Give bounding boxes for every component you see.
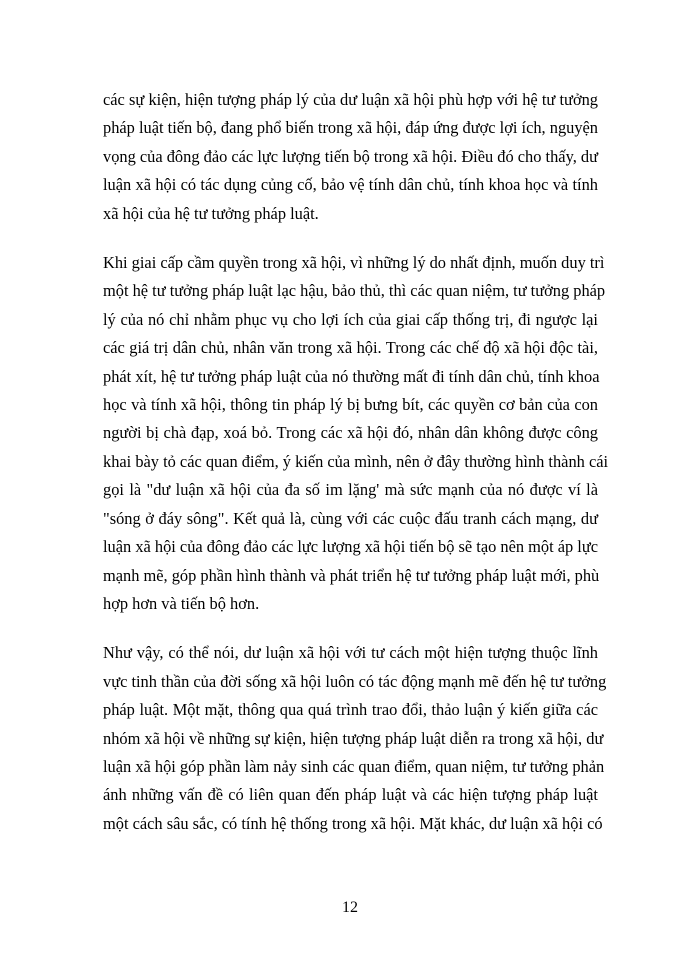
- paragraph-3: [103, 639, 607, 838]
- document-body: [103, 86, 609, 859]
- text-line: luận xã hội có tác dụng củng cố, bảo vệ tính dân chủ, tính khoa học và tính: [103, 175, 598, 195]
- text-line: hợp hơn và tiến bộ hơn.: [103, 593, 260, 613]
- text-line: nhóm xã hội về những sự kiện, hiện tượng pháp luật diễn ra trong xã hội, dư: [103, 728, 604, 748]
- text-line: lý của nó chỉ nhằm phục vụ cho lợi ích của giai cấp thống trị, đi ngược lại: [103, 309, 598, 329]
- text-line: xã hội của hệ tư tưởng pháp luật.: [103, 203, 319, 223]
- text-line: một cách sâu sắc, có tính hệ thống trong xã hội. Mặt khác, dư luận xã hội có: [103, 813, 603, 833]
- text-line: pháp luật. Một mặt, thông qua quá trình trao đổi, thảo luận ý kiến giữa các: [103, 700, 598, 720]
- text-line: mạnh mẽ, góp phần hình thành và phát triển hệ tư tưởng pháp luật mới, phù: [103, 565, 600, 585]
- text-line: vực tinh thần của đời sống xã hội luôn có tác động mạnh mẽ đến hệ tư tưởng: [103, 671, 607, 691]
- text-line: pháp luật tiến bộ, đang phổ biến trong xã hội, đáp ứng được lợi ích, nguyện: [103, 118, 598, 138]
- paragraph-2: [103, 249, 609, 618]
- text-line: các giá trị dân chủ, nhân văn trong xã hội. Trong các chế độ xã hội độc tài,: [103, 338, 598, 358]
- text-line: khai bày tỏ các quan điểm, ý kiến của mình, nên ở đây thường hình thành cái: [103, 451, 609, 471]
- text-line: "sóng ở đáy sông". Kết quả là, cùng với các cuộc đấu tranh cách mạng, dư: [103, 508, 598, 528]
- text-line: người bị chà đạp, xoá bỏ. Trong các xã hội đó, nhân dân không được công: [103, 423, 598, 443]
- text-line: học và tính xã hội, thông tin pháp lý bị bưng bít, các quyền cơ bản của con: [103, 395, 598, 415]
- paragraph-1: [103, 86, 598, 228]
- text-line: ánh những vấn đề có liên quan đến pháp luật và các hiện tượng pháp luật: [103, 785, 598, 805]
- text-line: vọng của đông đảo các lực lượng tiến bộ trong xã hội. Điều đó cho thấy, dư: [103, 146, 598, 166]
- text-line: một hệ tư tưởng pháp luật lạc hậu, bảo thủ, thì các quan niệm, tư tưởng pháp: [103, 281, 606, 301]
- page-number: 12: [342, 899, 358, 916]
- text-line: các sự kiện, hiện tượng pháp lý của dư luận xã hội phù hợp với hệ tư tưởng: [103, 90, 598, 109]
- text-line: luận xã hội của đông đảo các lực lượng xã hội tiến bộ sẽ tạo nên một áp lực: [103, 537, 599, 557]
- text-line: Khi giai cấp cầm quyền trong xã hội, vì những lý do nhất định, muốn duy trì: [103, 253, 605, 273]
- text-line: phát xít, hệ tư tưởng pháp luật của nó thường mất đi tính dân chủ, tính khoa: [103, 366, 600, 386]
- text-line: Như vậy, có thể nói, dư luận xã hội với tư cách một hiện tượng thuộc lĩnh: [103, 643, 598, 663]
- text-line: luận xã hội góp phần làm nảy sinh các quan điểm, quan niệm, tư tưởng phản: [103, 756, 605, 776]
- text-line: gọi là "dư luận xã hội của đa số im lặng' mà sức mạnh của nó được ví là: [103, 480, 598, 500]
